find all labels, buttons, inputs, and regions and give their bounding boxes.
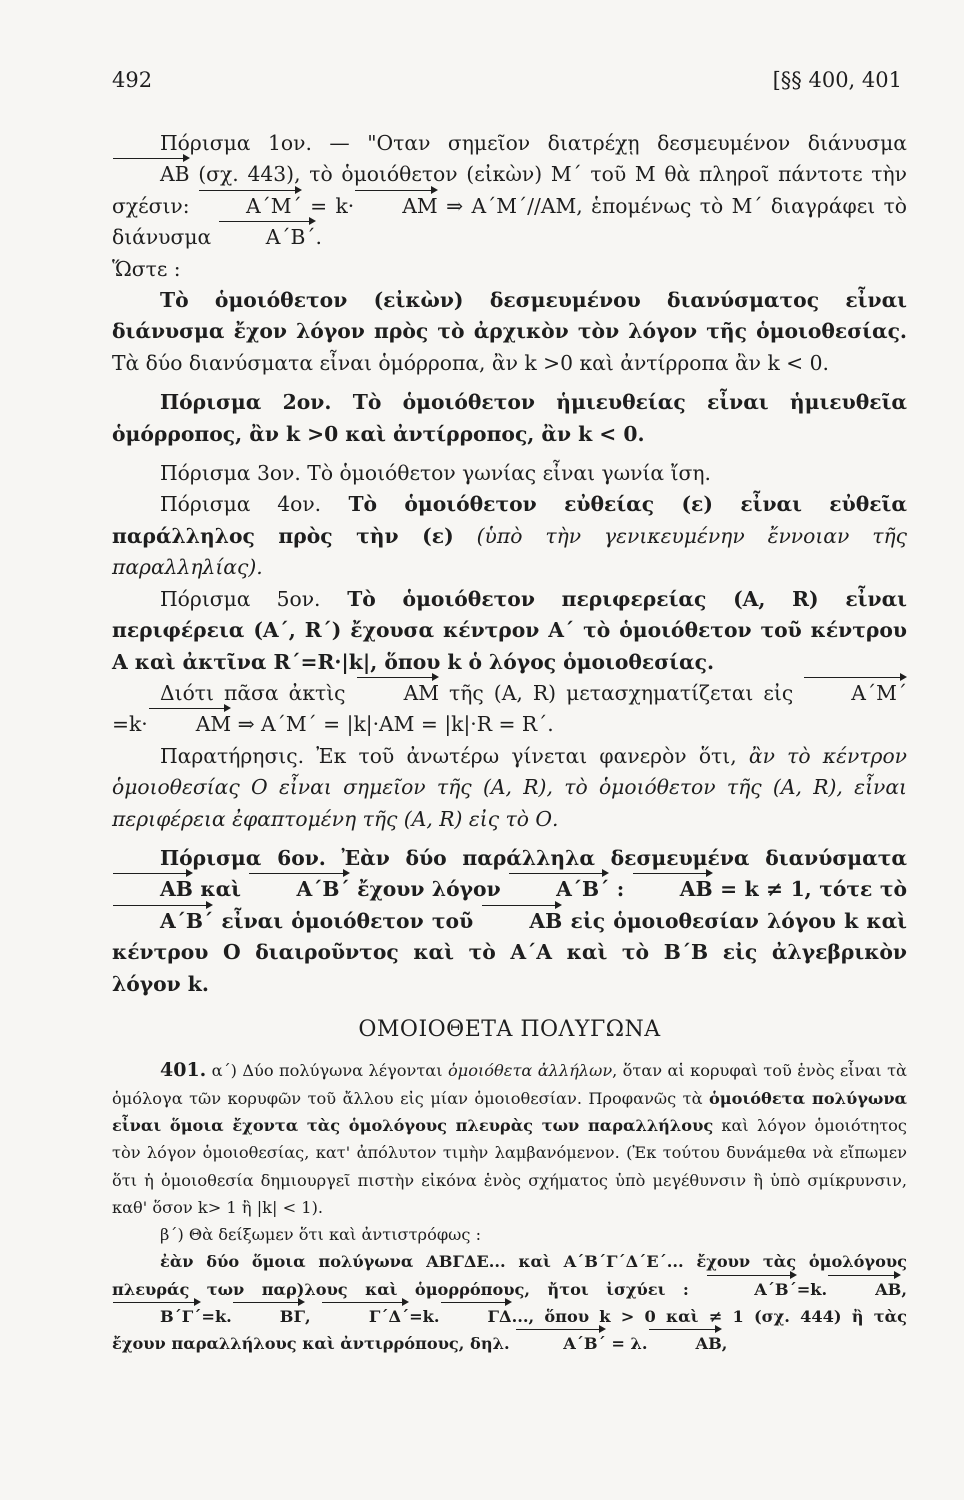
corollary-4: Πόρισμα 4ον. Τὸ ὁμοιόθετον εὐθείας (ε) εἶναι εὐθεῖα παράλληλος πρὸς τὴν (ε) (ὑπὸ τὴν γενικευμένην ἔννοιαν τῆς παραλληλίας). xyxy=(112,492,907,580)
page-number: 492 xyxy=(112,68,153,92)
remark: Παρατήρησις. Ἐκ τοῦ ἀνωτέρω γίνεται φανερὸν ὅτι, ἂν τὸ κέντρον ὁμοιοθεσίας Ο εἶναι σημεῖον τῆς (Α, R), τὸ ὁμοιόθετον τῆς (Α, R), εἶναι περιφέρεια ἐφαπτομένη τῆς (Α, R) εἰς τὸ Ο. xyxy=(112,743,907,831)
section-reference: [§§ 400, 401 xyxy=(772,68,902,92)
page-header xyxy=(112,68,902,98)
paragraph-401c: ἐὰν δύο ὅμοια πολύγωνα ΑΒΓΔΕ... καὶ Α΄Β΄Γ΄Δ΄Ε΄... ἔχουν τὰς ὁμολόγους πλευράς των παρ)λους καὶ ὁμορρόπους, ἤτοι ἰσχύει : Α΄Β΄=k. ΑΒ, Β΄Γ΄=k. ΒΓ, Γ΄Δ΄=k. ΓΔ..., ὅπου k > 0 καὶ ≠ 1 (σχ. 444) ἢ τὰς ἔχουν παραλλήλους καὶ ἀντιρρόπους, δηλ. Α΄Β΄ = λ. ΑΒ, xyxy=(112,1248,907,1357)
corollary-5-proof: Διότι πᾶσα ἀκτὶς ΑΜ τῆς (Α, R) μετασχηματίζεται εἰς Α΄Μ΄ =k· ΑΜ ⇒ Α΄Μ΄ = |k|·ΑΜ = |k|·R = R΄. xyxy=(112,678,907,741)
paragraph-401b: β΄) Θὰ δείξωμεν ὅτι καὶ ἀντιστρόφως : xyxy=(160,1225,482,1245)
corollary-5: Πόρισμα 5ον. Τὸ ὁμοιόθετον περιφερείας (Α, R) εἶναι περιφέρεια (Α΄, R΄) ἔχουσα κέντρον Α΄ τὸ ὁμοιόθετον τοῦ κέντρου Α καὶ ἀκτῖνα R΄=R·|k|, ὅπου k ὁ λόγος ὁμοιοθεσίας. xyxy=(112,586,907,674)
corollary-3: Πόρισμα 3ον. Τὸ ὁμοιόθετον γωνίας εἶναι γωνία ἴση. xyxy=(160,461,711,486)
section-title: ΟΜΟΙΟΘΕΤΑ ΠΟΛΥΓΩΝΑ xyxy=(358,1016,661,1042)
corollary-1-statement: Τὸ ὁμοιόθετον (εἰκὼν) δεσμευμένου διανύσματος εἶναι διάνυσμα ἔχον λόγον πρὸς τὸ ἀρχικὸν τὸν λόγον τῆς ὁμοιοθεσίας. Τὰ δύο διανύσματα εἶναι ὁμόρροπα, ἂν k >0 καὶ ἀντίρροπα ἂν k < 0. xyxy=(112,288,907,375)
vector-ab: AB xyxy=(112,159,190,190)
paragraph-401: 401. α΄) Δύο πολύγωνα λέγονται ὁμοιόθετα ἀλλήλων, ὅταν αἱ κορυφαὶ τοῦ ἑνὸς εἶναι τὰ ὁμόλογα τῶν κορυφῶν τοῦ ἄλλου εἰς μίαν ὁμοιοθεσίαν. Προφανῶς τὰ ὁμοιόθετα πολύγωνα εἶναι ὅμοια ἔχοντα τὰς ὁμολόγους πλευρὰς των παραλλήλους καὶ λόγον ὁμοιότητος τὸν λόγον ὁμοιοθεσίας, κατ' ἀπόλυτον τιμὴν λαμβανόμενον. (Ἐκ τούτου δυνάμεθα νὰ εἴπωμεν ὅτι ἡ ὁμοιοθεσία δημιουργεῖ πιστὴν εἰκόνα ἑνὸς σχήματος ὑπὸ μεγέθυνσιν ἢ ὑπὸ σμίκρυνσιν, καθ' ὅσον k> 1 ἢ |k| < 1). β΄) Θὰ δείξωμεν ὅτι καὶ ἀντιστρόφως : ἐὰν δύο ὅμοια πολύγωνα ΑΒΓΔΕ... καὶ Α΄Β΄Γ΄Δ΄Ε΄... ἔχουν τὰς ὁμολόγους πλευράς των παρ)λους καὶ ὁμορρόπους, ἤτοι ἰσχύει : Α΄Β΄=k. ΑΒ, Β΄Γ΄=k. ΒΓ, Γ΄Δ΄=k. ΓΔ..., ὅπου k > 0 καὶ ≠ 1 (σχ. 444) ἢ τὰς ἔχουν παραλλήλους καὶ ἀντιρρόπους, δηλ. Α΄Β΄ = λ. ΑΒ, xyxy=(112,1057,907,1357)
corollary-6: Πόρισμα 6ον. Ἐὰν δύο παράλληλα δεσμευμένα διανύσματα ΑΒ καὶ Α΄Β΄ ἔχουν λόγον Α΄Β΄ : ΑΒ = k ≠ 1, τότε τὸ Α΄Β΄ εἶναι ὁμοιόθετον τοῦ ΑΒ εἰς ὁμοιοθεσίαν λόγου k καὶ κέντρου Ο διαιροῦντος καὶ τὸ Α΄Α καὶ τὸ Β΄Β εἰς ἀλγεβρικὸν λόγον k. xyxy=(112,845,908,996)
corollary-1: Πόρισμα 1ον. — "Οταν σημεῖον διατρέχῃ δεσμευμένον διάνυσμα AB (σχ. 443), τὸ ὁμοιόθετον (εἰκὼν) Μ΄ τοῦ Μ θὰ πληροῖ πάντοτε τὴν σχέσιν: Α΄Μ΄ = k· ΑΜ ⇒ Α΄Μ΄//ΑΜ, ἑπομένως τὸ Μ΄ διαγράφει τὸ διάνυσμα Α΄Β΄. xyxy=(112,128,907,254)
vector-a-m-prime: Α΄Μ΄ xyxy=(198,191,302,222)
vector-a-b-prime: Α΄Β΄ xyxy=(218,222,316,253)
therefore-label: Ὥστε : xyxy=(112,256,181,281)
corollary-2: Πόρισμα 2ον. Τὸ ὁμοιόθετον ἡμιευθείας εἶναι ἡμιευθεῖα ὁμόρροπος, ἂν k >0 καὶ ἀντίρροπος, ἂν k < 0. xyxy=(112,390,907,446)
corollary-1-label: Πόρισμα 1ον. xyxy=(160,131,312,155)
body-text xyxy=(112,128,907,1358)
vector-am: ΑΜ xyxy=(354,191,437,222)
paragraph-number: 401. xyxy=(160,1059,207,1082)
